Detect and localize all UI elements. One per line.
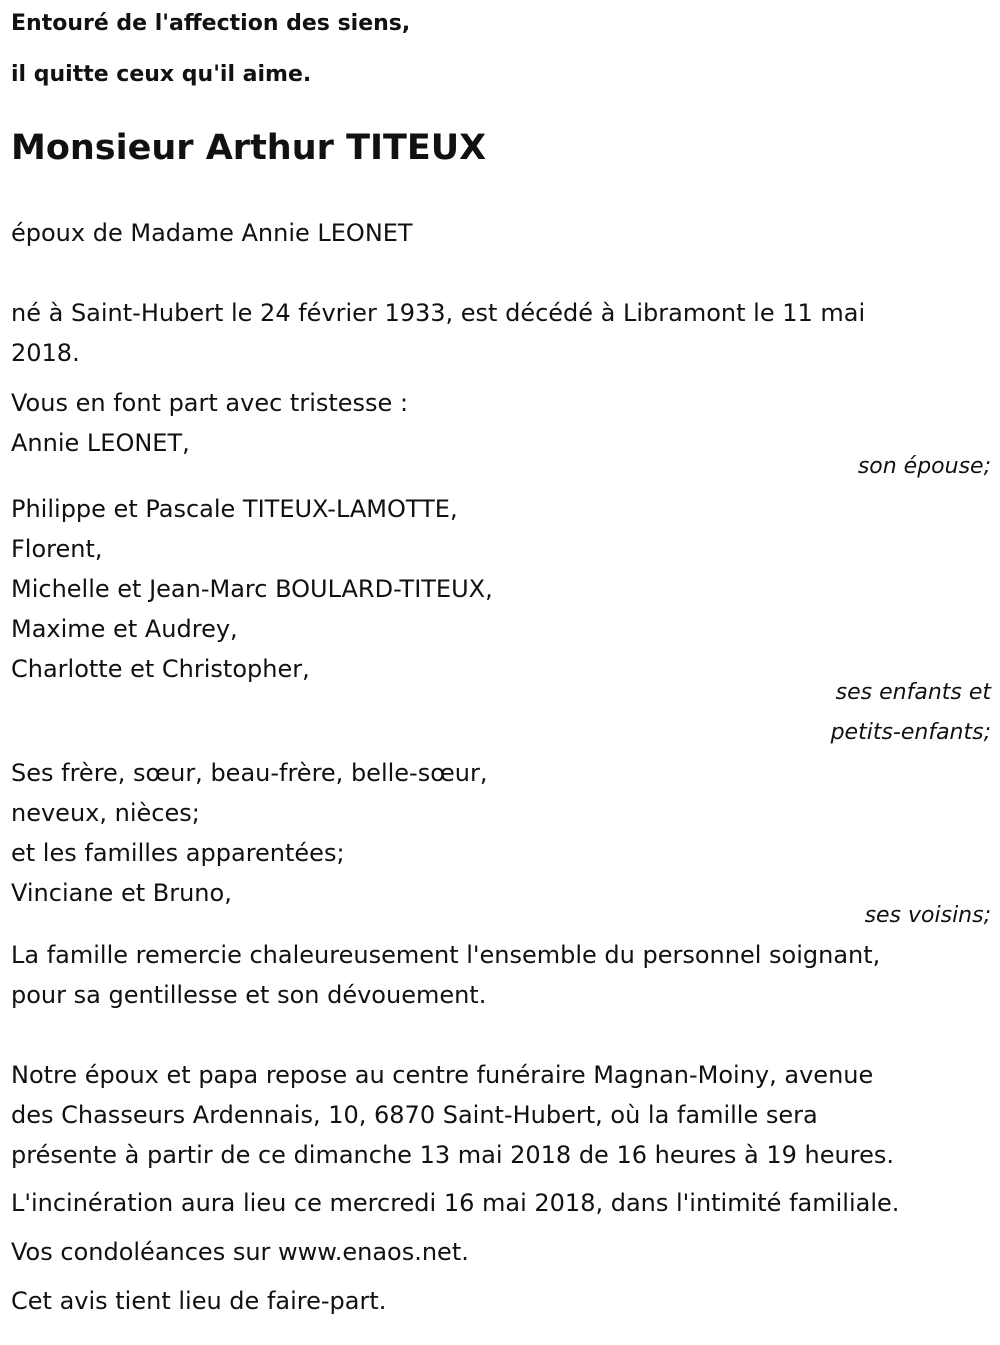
notice-line: Cet avis tient lieu de faire-part. xyxy=(11,1287,387,1315)
neighbors-role: ses voisins; xyxy=(864,903,991,928)
children-role-line-2: petits-enfants; xyxy=(830,720,991,745)
relatives-line-3: et les familles apparentées; xyxy=(11,839,345,867)
condolences-line: Vos condoléances sur www.enaos.net. xyxy=(11,1238,469,1266)
relatives-line-1: Ses frère, sœur, beau-frère, belle-sœur, xyxy=(11,759,488,787)
rest-line-1: Notre époux et papa repose au centre funéraire Magnan-Moiny, avenue xyxy=(11,1061,874,1089)
incineration-line: L'incinération aura lieu ce mercredi 16 mai 2018, dans l'intimité familiale. xyxy=(11,1189,900,1217)
spouse-name: Annie LEONET, xyxy=(11,429,190,457)
relatives-line-2: neveux, nièces; xyxy=(11,799,200,827)
child-line-1: Philippe et Pascale TITEUX-LAMOTTE, xyxy=(11,495,458,523)
deceased-name: Monsieur Arthur TITEUX xyxy=(11,128,487,168)
rest-line-2: des Chasseurs Ardennais, 10, 6870 Saint-Hubert, où la famille sera xyxy=(11,1101,818,1129)
spouse-line: époux de Madame Annie LEONET xyxy=(11,219,413,247)
thanks-line-1: La famille remercie chaleureusement l'ensemble du personnel soignant, xyxy=(11,941,881,969)
family-announcement xyxy=(11,383,991,487)
relatives-group xyxy=(11,753,991,936)
obituary-notice xyxy=(11,0,991,1321)
birth-death-line-1: né à Saint-Hubert le 24 février 1933, est décédé à Libramont le 11 mai xyxy=(11,299,866,327)
announcement-intro: Vous en font part avec tristesse : xyxy=(11,389,409,417)
child-line-5: Charlotte et Christopher, xyxy=(11,655,310,683)
rest-line-3: présente à partir de ce dimanche 13 mai 2018 de 16 heures à 19 heures. xyxy=(11,1141,894,1169)
intro-line-2: il quitte ceux qu'il aime. xyxy=(11,62,312,87)
child-line-3: Michelle et Jean-Marc BOULARD-TITEUX, xyxy=(11,575,493,603)
thanks-line-2: pour sa gentillesse et son dévouement. xyxy=(11,981,487,1009)
child-line-2: Florent, xyxy=(11,535,103,563)
intro-line-1: Entouré de l'affection des siens, xyxy=(11,11,411,36)
spouse-role: son épouse; xyxy=(857,454,991,479)
birth-death-paragraph xyxy=(11,293,991,373)
child-line-4: Maxime et Audrey, xyxy=(11,615,238,643)
children-role-line-1: ses enfants et xyxy=(835,680,991,705)
rest-paragraph xyxy=(11,1055,991,1175)
birth-death-line-2: 2018. xyxy=(11,339,80,367)
thanks-paragraph xyxy=(11,935,991,1015)
children-group xyxy=(11,489,991,753)
relatives-line-4: Vinciane et Bruno, xyxy=(11,879,232,907)
